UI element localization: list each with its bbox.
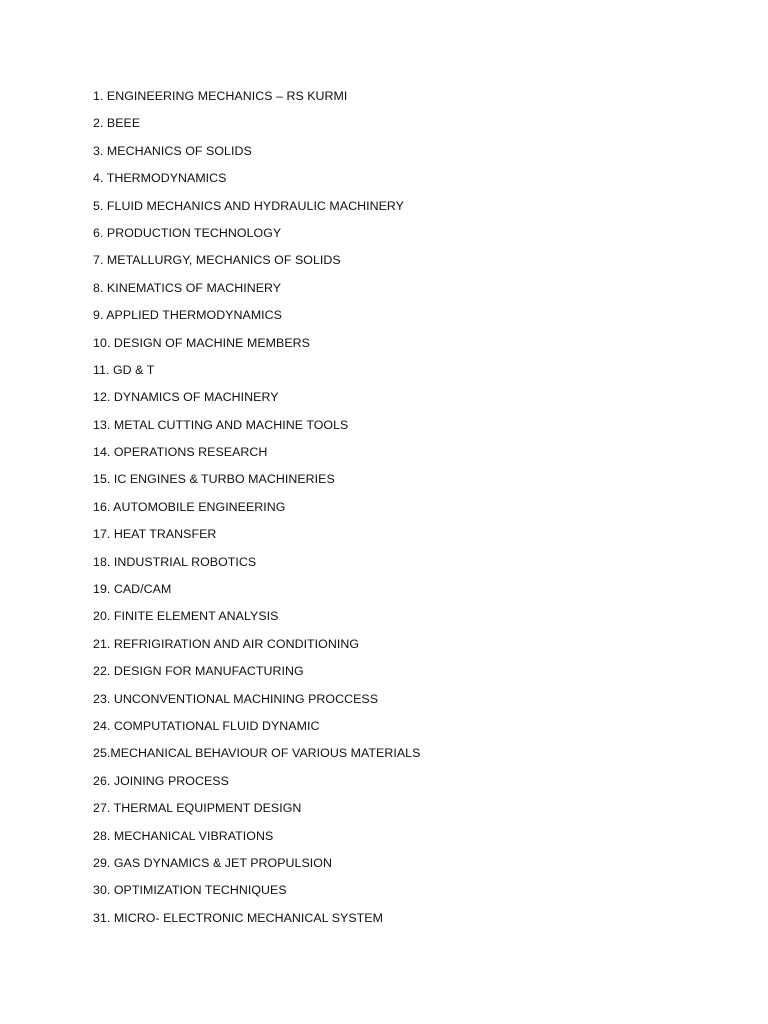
list-item: 20. FINITE ELEMENT ANALYSIS — [93, 609, 279, 624]
list-item: 4. THERMODYNAMICS — [93, 171, 227, 186]
list-item: 9. APPLIED THERMODYNAMICS — [93, 308, 282, 323]
list-item: 5. FLUID MECHANICS AND HYDRAULIC MACHINERY — [93, 198, 404, 213]
list-item: 19. CAD/CAM — [93, 582, 172, 597]
list-item: 11. GD & T — [93, 362, 155, 377]
list-item: 29. GAS DYNAMICS & JET PROPULSION — [93, 855, 332, 870]
list-item: 22. DESIGN FOR MANUFACTURING — [93, 664, 304, 679]
list-item: 26. JOINING PROCESS — [93, 773, 229, 788]
list-item: 14. OPERATIONS RESEARCH — [93, 445, 268, 460]
list-item: 31. MICRO- ELECTRONIC MECHANICAL SYSTEM — [93, 910, 383, 925]
list-item: 25.MECHANICAL BEHAVIOUR OF VARIOUS MATERIALS — [93, 746, 421, 761]
list-item: 23. UNCONVENTIONAL MACHINING PROCCESS — [93, 691, 379, 706]
list-item: 1. ENGINEERING MECHANICS – RS KURMI — [93, 89, 348, 103]
list-item: 17. HEAT TRANSFER — [93, 527, 217, 542]
list-item: 12. DYNAMICS OF MACHINERY — [93, 390, 279, 405]
list-item: 21. REFRIGIRATION AND AIR CONDITIONING — [93, 636, 360, 651]
list-item: 15. IC ENGINES & TURBO MACHINERIES — [93, 472, 335, 487]
list-item: 7. METALLURGY, MECHANICS OF SOLIDS — [93, 253, 341, 268]
list-item: 3. MECHANICS OF SOLIDS — [93, 143, 252, 158]
list-item: 6. PRODUCTION TECHNOLOGY — [93, 225, 282, 240]
list-item: 18. INDUSTRIAL ROBOTICS — [93, 554, 257, 569]
list-item: 30. OPTIMIZATION TECHNIQUES — [93, 883, 287, 898]
list-item: 27. THERMAL EQUIPMENT DESIGN — [93, 801, 302, 816]
list-item: 16. AUTOMOBILE ENGINEERING — [93, 499, 286, 514]
list-item: 13. METAL CUTTING AND MACHINE TOOLS — [93, 417, 349, 432]
list-item: 10. DESIGN OF MACHINE MEMBERS — [93, 335, 310, 350]
list-item: 2. BEEE — [93, 116, 141, 131]
subject-list — [93, 87, 420, 936]
list-item: 24. COMPUTATIONAL FLUID DYNAMIC — [93, 718, 320, 733]
list-item: 28. MECHANICAL VIBRATIONS — [93, 828, 274, 843]
list-item: 8. KINEMATICS OF MACHINERY — [93, 280, 282, 295]
